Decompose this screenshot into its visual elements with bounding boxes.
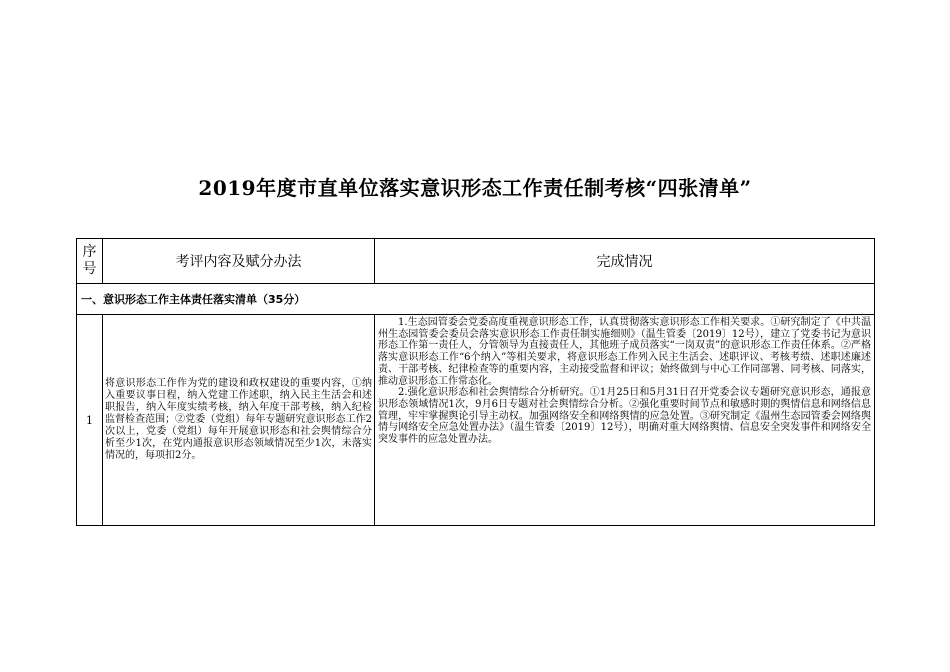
header-seq: 序号: [77, 239, 103, 284]
document-title: 2019年度市直单位落实意识形态工作责任制考核“四张清单”: [198, 176, 752, 200]
table-row: [77, 315, 875, 526]
header-completion: 完成情况: [375, 239, 875, 284]
completion-paragraph: 2.强化意识形态和社会舆情综合分析研究。①1月25日和5月31日召开党委会议专题研究意识形态，通报意识形态领域情况1次，9月6日专题对社会舆情综合分析。②强化重要时间节点和敏感时期的舆情信息和网络信息管理，牢牢掌握舆论引导主动权。加强网络安全和网络舆情的应急处置。③研究制定《温州生态园管委会网络舆情与网络安全应急处置办法》（温生管委〔2019〕12号），明确对重大网络舆情、信息安全突发事件和网络安全突发事件的应急处置办法。: [378, 387, 871, 446]
assessment-table: [76, 238, 875, 526]
section-row: [77, 284, 875, 315]
row-number: 1: [77, 315, 103, 526]
section-title: 一、意识形态工作主体责任落实清单（35分）: [77, 284, 875, 315]
table-header-row: [77, 239, 875, 284]
completion-paragraph: 1.生态园管委会党委高度重视意识形态工作，认真贯彻落实意识形态工作相关要求。①研究制定了《中共温州生态园管委会委员会落实意识形态工作责任制实施细则》（温生管委〔2019〕12号），建立了党委书记为意识形态工作第一责任人，分管领导为直接责任人，其他班子成员落实“一岗双责”的意识形态工作责任体系。②严格落实意识形态工作“6个纳入”等相关要求，将意识形态工作列入民主生活会、述职评议、考核考绩、述职述廉述责、干部考核、纪律检查等的重要内容，主动接受监督和评议；始终做到与中心工作同部署、同考核、同落实，推动意识形态工作常态化。: [378, 317, 871, 387]
row-completion: [375, 315, 875, 526]
header-criteria: 考评内容及赋分办法: [103, 239, 375, 284]
row-criteria: 将意识形态工作作为党的建设和政权建设的重要内容，①纳入重要议事日程，纳入党建工作述职，纳入民主生活会和述职报告，纳入年度实绩考核，纳入年度干部考核，纳入纪检监督检查范围；②党委（党组）每年专题研究意识形态工作2次以上，党委（党组）每年开展意识形态和社会舆情综合分析至少1次，在党内通报意识形态领域情况至少1次，未落实情况的，每项扣2分。: [103, 315, 375, 526]
